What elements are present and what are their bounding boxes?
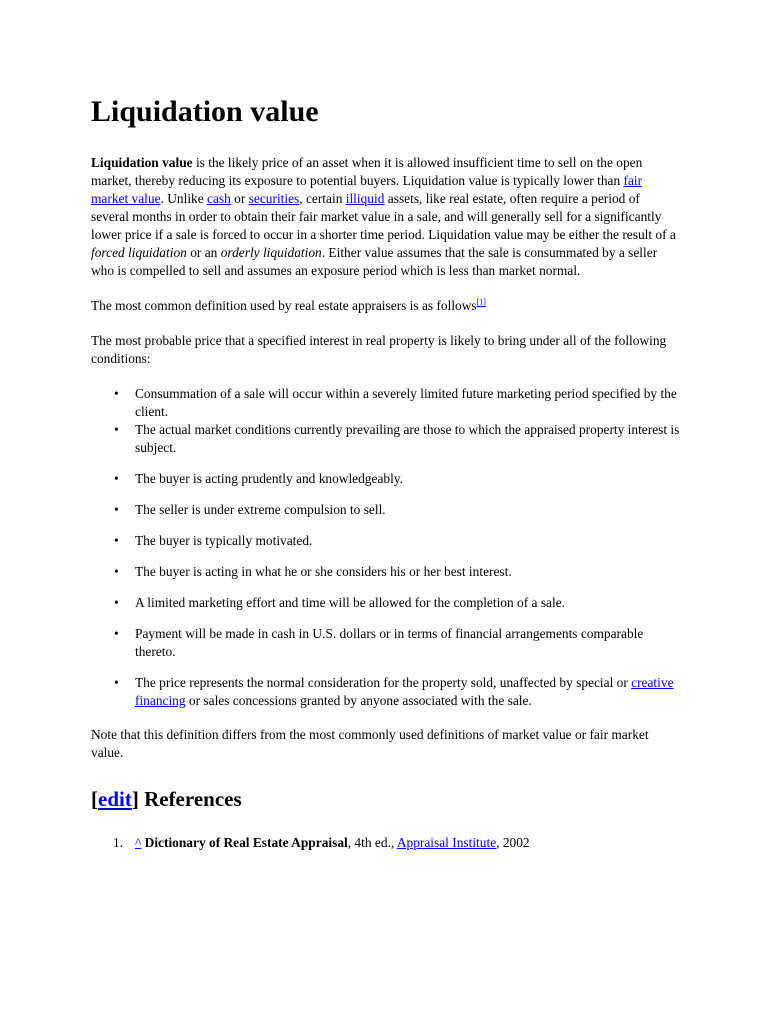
list-item: • The seller is under extreme compulsion to sell. — [114, 502, 386, 517]
list-item: • Consummation of a sale will occur within a severely limited future marketing period specified by the client. — [114, 386, 677, 419]
intro-term: Liquidation value — [91, 155, 193, 170]
reference-item: 1. ^ Dictionary of Real Estate Appraisal, 4th ed., Appraisal Institute, 2002 — [113, 835, 530, 850]
intro-paragraph: Liquidation value is the likely price of an asset when it is allowed insufficient time to sell on the open market, thereby reducing its exposure to potential buyers. Liquidation value is typically lower than fair market value. Unlike cash or securities, certain illiquid assets, like real estate, often require a period of several months in order to obtain their fair market value in a sale, and will generally sell for a significantly lower price if a sale is forced to occur in a shorter time period. Liquidation value may be either the result of a forced liquidation or an orderly liquidation. Either value assumes that the sale is consummated by a seller who is compelled to sell and assumes an exposure period which is less than market normal. — [91, 155, 676, 278]
list-item: • The actual market conditions currently prevailing are those to which the appraised property interest is subject. — [114, 422, 680, 455]
references-list — [91, 834, 681, 852]
article — [91, 94, 681, 852]
list-item: • Payment will be made in cash in U.S. dollars or in terms of financial arrangements comparable thereto. — [114, 626, 644, 659]
list-item: • The price represents the normal consideration for the property sold, unaffected by special or creative financing or sales concessions granted by anyone associated with the sale. — [114, 675, 674, 708]
cash-link[interactable]: cash — [207, 191, 231, 206]
forced-liquidation-term: forced liquidation — [91, 245, 187, 260]
securities-link[interactable]: securities — [248, 191, 300, 206]
footnote-link-1[interactable]: [1] — [476, 297, 486, 307]
page-title: Liquidation value — [91, 95, 319, 128]
orderly-liquidation-term: orderly liquidation — [220, 245, 322, 260]
fair-market-value-link[interactable]: fair market value — [91, 173, 643, 206]
back-to-citation-link[interactable]: ^ — [135, 835, 142, 850]
edit-link[interactable]: edit — [98, 787, 132, 811]
list-item: • The buyer is acting in what he or she considers his or her best interest. — [114, 564, 512, 579]
appraisal-institute-link[interactable]: Appraisal Institute — [396, 835, 497, 850]
creative-financing-link[interactable]: creative financing — [135, 675, 674, 708]
list-item: • A limited marketing effort and time will be allowed for the completion of a sale. — [114, 595, 565, 610]
illiquid-link[interactable]: illiquid — [345, 191, 385, 206]
reference-book-title: Dictionary of Real Estate Appraisal — [144, 835, 348, 850]
definition-text: The most probable price that a specified interest in real property is likely to bring under all of the following conditions: — [91, 333, 667, 366]
list-item: • The buyer is acting prudently and knowledgeably. — [114, 471, 403, 486]
list-item: • The buyer is typically motivated. — [114, 533, 313, 548]
references-heading: [edit] References — [91, 787, 242, 811]
definition-intro: The most common definition used by real estate appraisers is as follows[1] — [91, 297, 486, 313]
note-paragraph: Note that this definition differs from the most commonly used definitions of market value or fair market value. — [91, 727, 649, 760]
conditions-list — [91, 385, 681, 710]
